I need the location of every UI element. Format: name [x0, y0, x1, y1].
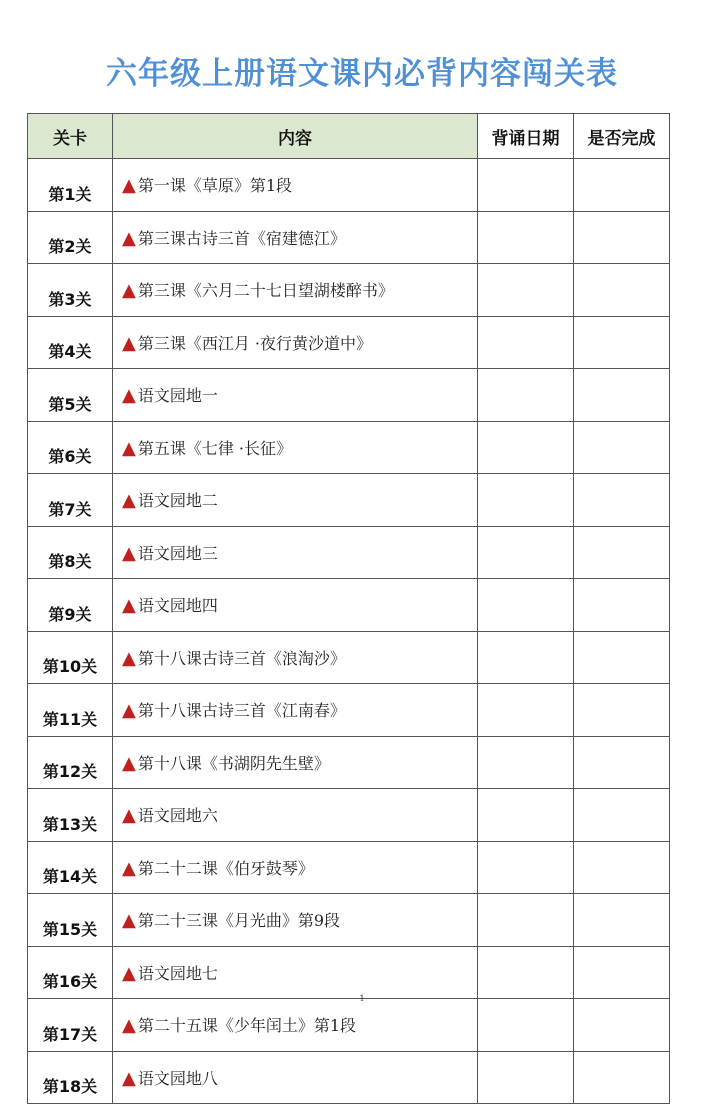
date-cell[interactable]	[478, 526, 574, 579]
content-text: 第三课古诗三首《宿建德江》	[137, 228, 346, 248]
header-done: 是否完成	[574, 114, 670, 159]
triangle-marker-icon: ▲	[122, 280, 136, 302]
table-row	[28, 841, 670, 894]
content-text: 语文园地二	[137, 491, 218, 511]
content-cell	[113, 684, 478, 737]
content-cell	[113, 211, 478, 264]
level-cell: 第10关	[28, 631, 113, 684]
table-row	[28, 1051, 670, 1104]
date-cell[interactable]	[478, 999, 574, 1052]
level-cell: 第14关	[28, 841, 113, 894]
done-cell[interactable]	[574, 264, 670, 317]
table-row	[28, 526, 670, 579]
table-row	[28, 474, 670, 527]
triangle-marker-icon: ▲	[122, 1015, 136, 1037]
triangle-marker-icon: ▲	[122, 857, 136, 879]
content-cell	[113, 946, 478, 999]
triangle-marker-icon: ▲	[122, 542, 136, 564]
level-cell: 第7关	[28, 474, 113, 527]
content-cell	[113, 736, 478, 789]
table-row	[28, 369, 670, 422]
date-cell[interactable]	[478, 631, 574, 684]
table-row	[28, 316, 670, 369]
level-cell: 第15关	[28, 894, 113, 947]
date-cell[interactable]	[478, 369, 574, 422]
level-cell: 第3关	[28, 264, 113, 317]
level-cell: 第1关	[28, 159, 113, 212]
header-content: 内容	[113, 114, 478, 159]
done-cell[interactable]	[574, 526, 670, 579]
triangle-marker-icon: ▲	[122, 332, 136, 354]
content-text: 语文园地六	[137, 806, 218, 826]
content-text: 第三课《六月二十七日望湖楼醉书》	[137, 281, 394, 301]
page-title: 六年级上册语文课内必背内容闯关表	[106, 56, 618, 92]
table-row	[28, 421, 670, 474]
content-text: 语文园地一	[137, 386, 218, 406]
done-cell[interactable]	[574, 211, 670, 264]
done-cell[interactable]	[574, 579, 670, 632]
table-row	[28, 736, 670, 789]
table-row	[28, 999, 670, 1052]
triangle-marker-icon: ▲	[122, 700, 136, 722]
date-cell[interactable]	[478, 264, 574, 317]
content-text: 第十八课古诗三首《浪淘沙》	[137, 648, 346, 668]
content-text: 第二十三课《月光曲》第9段	[137, 911, 341, 931]
date-cell[interactable]	[478, 841, 574, 894]
triangle-marker-icon: ▲	[122, 227, 136, 249]
page-number: 1	[359, 994, 365, 1003]
done-cell[interactable]	[574, 316, 670, 369]
header-date: 背诵日期	[478, 114, 574, 159]
level-cell: 第16关	[28, 946, 113, 999]
date-cell[interactable]	[478, 1051, 574, 1104]
table-row	[28, 264, 670, 317]
content-text: 第五课《七律 ·长征》	[137, 438, 293, 458]
level-cell: 第4关	[28, 316, 113, 369]
triangle-marker-icon: ▲	[122, 752, 136, 774]
content-cell	[113, 1051, 478, 1104]
date-cell[interactable]	[478, 789, 574, 842]
content-cell	[113, 789, 478, 842]
content-text: 语文园地八	[137, 1068, 218, 1088]
header-level: 关卡	[28, 114, 113, 159]
content-cell	[113, 369, 478, 422]
level-cell: 第11关	[28, 684, 113, 737]
content-cell	[113, 474, 478, 527]
date-cell[interactable]	[478, 474, 574, 527]
done-cell[interactable]	[574, 474, 670, 527]
done-cell[interactable]	[574, 421, 670, 474]
triangle-marker-icon: ▲	[122, 910, 136, 932]
content-cell	[113, 579, 478, 632]
level-cell: 第8关	[28, 526, 113, 579]
done-cell[interactable]	[574, 946, 670, 999]
level-cell: 第18关	[28, 1051, 113, 1104]
level-cell: 第6关	[28, 421, 113, 474]
content-text: 第十八课《书湖阴先生壁》	[137, 753, 330, 773]
table-row	[28, 946, 670, 999]
done-cell[interactable]	[574, 369, 670, 422]
date-cell[interactable]	[478, 211, 574, 264]
level-cell: 第17关	[28, 999, 113, 1052]
level-cell: 第12关	[28, 736, 113, 789]
table-row	[28, 631, 670, 684]
triangle-marker-icon: ▲	[122, 962, 136, 984]
content-cell	[113, 999, 478, 1052]
done-cell[interactable]	[574, 841, 670, 894]
date-cell[interactable]	[478, 421, 574, 474]
content-cell	[113, 631, 478, 684]
content-cell	[113, 316, 478, 369]
content-text: 第二十二课《伯牙鼓琴》	[137, 858, 314, 878]
date-cell[interactable]	[478, 736, 574, 789]
content-text: 语文园地三	[137, 543, 218, 563]
done-cell[interactable]	[574, 684, 670, 737]
done-cell[interactable]	[574, 159, 670, 212]
table-row	[28, 684, 670, 737]
checklist-table	[27, 113, 670, 1104]
level-cell: 第5关	[28, 369, 113, 422]
content-text: 第一课《草原》第1段	[137, 176, 293, 196]
content-cell	[113, 894, 478, 947]
done-cell[interactable]	[574, 789, 670, 842]
content-text: 第二十五课《少年闰土》第1段	[137, 1016, 357, 1036]
content-cell	[113, 159, 478, 212]
triangle-marker-icon: ▲	[122, 595, 136, 617]
table-row	[28, 211, 670, 264]
triangle-marker-icon: ▲	[122, 175, 136, 197]
table-header-row	[28, 114, 670, 159]
triangle-marker-icon: ▲	[122, 437, 136, 459]
level-cell: 第2关	[28, 211, 113, 264]
level-cell: 第9关	[28, 579, 113, 632]
content-text: 语文园地七	[137, 963, 218, 983]
date-cell[interactable]	[478, 579, 574, 632]
done-cell[interactable]	[574, 999, 670, 1052]
content-text: 语文园地四	[137, 596, 218, 616]
content-text: 第三课《西江月 ·夜行黄沙道中》	[137, 333, 373, 353]
triangle-marker-icon: ▲	[122, 385, 136, 407]
done-cell[interactable]	[574, 631, 670, 684]
table-row	[28, 789, 670, 842]
date-cell[interactable]	[478, 894, 574, 947]
done-cell[interactable]	[574, 736, 670, 789]
table-row	[28, 159, 670, 212]
content-text: 第十八课古诗三首《江南春》	[137, 701, 346, 721]
date-cell[interactable]	[478, 316, 574, 369]
content-cell	[113, 421, 478, 474]
triangle-marker-icon: ▲	[122, 490, 136, 512]
content-cell	[113, 841, 478, 894]
content-cell	[113, 264, 478, 317]
triangle-marker-icon: ▲	[122, 1067, 136, 1089]
done-cell[interactable]	[574, 1051, 670, 1104]
date-cell[interactable]	[478, 684, 574, 737]
date-cell[interactable]	[478, 946, 574, 999]
date-cell[interactable]	[478, 159, 574, 212]
triangle-marker-icon: ▲	[122, 647, 136, 669]
done-cell[interactable]	[574, 894, 670, 947]
content-cell	[113, 526, 478, 579]
table-row	[28, 894, 670, 947]
level-cell: 第13关	[28, 789, 113, 842]
triangle-marker-icon: ▲	[122, 805, 136, 827]
table-row	[28, 579, 670, 632]
